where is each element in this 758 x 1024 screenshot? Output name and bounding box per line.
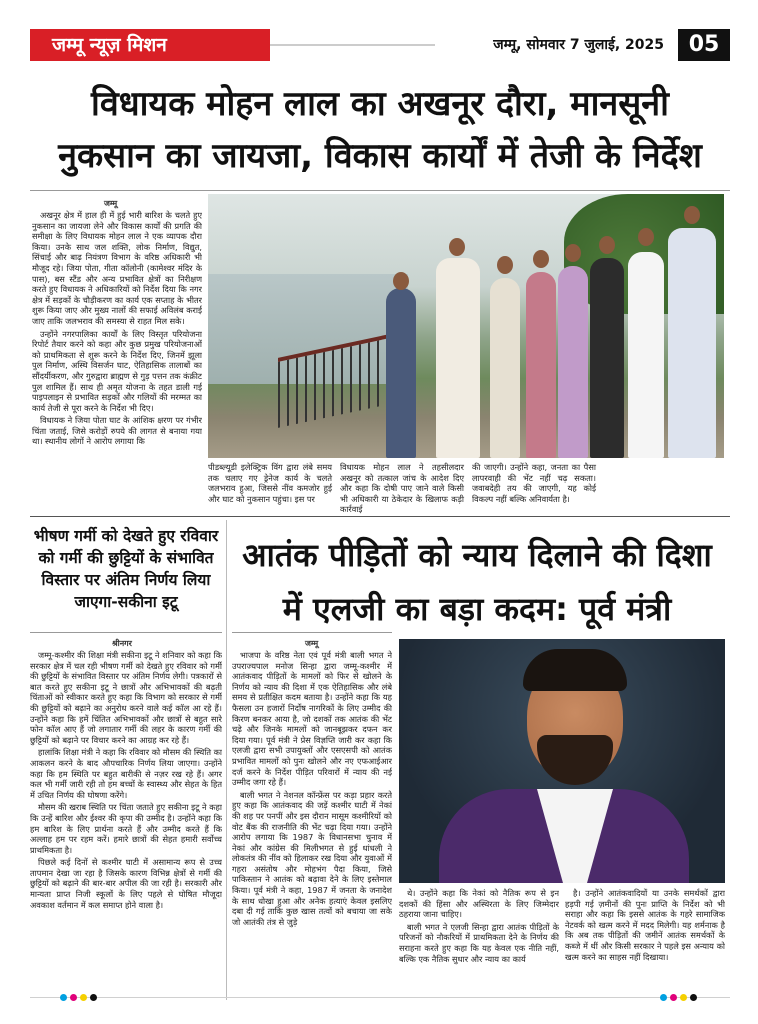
dot [60,994,67,1001]
person [668,228,716,458]
story2-column [30,650,222,985]
person-head [599,236,615,254]
registration-marks [0,990,758,1004]
story2-rule [30,632,222,633]
story1-caption-col2: पीडब्ल्यूडी इलेक्ट्रिक विंग द्वारा लंबे समय तक चलाए गए ड्रेनेज कार्य के चलते जलभराव हुआ, जिससे नींव कमजोर हुई और घाट को नुकसान पहुंचा। इस पर [208,462,332,504]
photo-beard [537,735,613,785]
story3-headline [232,528,722,636]
section-divider [30,516,730,517]
date-line: जम्मू, सोमवार 7 जुलाई, 2025 [493,37,664,53]
story3-paragraph-2: बाली भगत ने नेशनल कॉन्फ्रेंस पर कड़ा प्रहार करते हुए कहा कि आतंकवाद की जड़ें कश्मीर घाटी में नेकां की शह पर पनपीं और इस दौरान मासूम कश्मीरियों को वोट बैंक की राजनीति की भेंट चढ़ा दिया गया। उन्होंने आरोप लगाया कि 1987 के विधानसभा चुनाव में नेकां और कांग्रेस की मिलीभगत से हुई धांधली ने लोकतंत्र की नींव को हिलाकर रख दिया और युवाओं में गहरा असंतोष और मोहभंग पैदा किया, जिसे पाकिस्तान ने आतंक को बढ़ावा देने के लिए इस्तेमाल किया। पूर्व मंत्री ने कहा, 1987 में जनता के जनादेश के साथ धोखा हुआ और अनेक हत्याएं केवल इसलिए दबा दी गई ताकि कुछ खास तत्वों को बचाया जा सके जो आतंकी तंत्र से जुड़े [232,789,392,927]
person [628,252,664,458]
person-head [684,206,700,224]
story3-headline-line1: आतंक पीड़ितों को न्याय दिलाने की दिशा [242,536,712,574]
person-head [533,250,549,268]
person [558,266,588,458]
story3-column-3 [565,888,725,988]
person-head [449,238,465,256]
story3-paragraph-5: है। उन्होंने आतंकवादियों या उनके समर्थकों द्वारा हड़पी गई ज़मीनों की पुनः प्राप्ति के निर्देश को भी सराहा और कहा कि इससे आतंक के गहरे सामाजिक नेटवर्क को खत्म करने में मदद मिलेगी। यह शर्मनाक है कि अब तक पीड़ितों की जमीनें आतंक समर्थकों के कब्जे में थीं और किसी सरकार ने पहले इस अन्याय को खत्म करने का साहस नहीं दिखाया। [565,888,725,962]
story1-paragraph-1: अखनूर क्षेत्र में हाल ही में हुई भारी बारिश के चलते हुए नुकसान का जायजा लेने और विकास कार्यों की प्रगति की समीक्षा के लिए विधायक मोहन लाल ने एक व्यापक दौरा किया। उनके साथ जल शक्ति, लोक निर्माण, विद्युत, सिंचाई और बाढ़ नियंत्रण विभाग के वरिष्ठ अधिकारी भी मौजूद रहे। जिया पोता, गीता कॉलोनी (कामेश्वर मंदिर के पास), बस स्टैंड और अन्य प्रभावित क्षेत्रों का निरीक्षण करते हुए विधायक ने अधिकारियों को निर्देश दिया कि नगर क्षेत्र में सड़कों के चौड़ीकरण का कार्य एक सप्ताह के भीतर शुरू किया जाए और मुख्य नालों की सफाई अविलंब कराई जाए ताकि जलभराव की समस्या से राहत मिल सके। [32,210,202,326]
dot [670,994,677,1001]
story2-paragraph-1: जम्मू-कश्मीर की शिक्षा मंत्री सकीना इटू ने शनिवार को कहा कि सरकार क्षेत्र में चल रही भीषण गर्मी को देखते हुए रविवार को गर्मी की छुट्टियों के संभावित विस्तार पर अंतिम निर्णय लेगी। पत्रकारों से बात करते हुए सकीना इटू ने छात्रों और अभिभावकों की बढ़ती चिंताओं को स्वीकार करते हुए कहा कि विभाग को सरकार से गर्मी की छुट्टियों को बढ़ाने का अनुरोध करने वाले कई कॉल आ रहे हैं। उन्होंने कहा कि हमें चिंतित अभिभावकों और छात्रों से बहुत सारे फोन कॉल आए हैं जो लगातार गर्मी की लहर के कारण गर्मी की छुट्टियों को बढ़ाने पर विचार करने का आग्रह कर रहे हैं। [30,650,222,745]
story2-paragraph-3: मौसम की खराब स्थिति पर चिंता जताते हुए सकीना इटू ने कहा कि उन्हें बारिश और ईश्वर की कृपा की उम्मीद है। उन्होंने कहा कि हम बारिश के लिए प्रार्थना करते हैं और उम्मीद करते हैं कि अल्लाह हम पर रहम करें। हमारे छात्रों की सेहत हमारी सर्वोच्च प्राथमिकता है। [30,802,222,855]
person-mla [436,258,480,458]
story1-caption-col4: की जाएगी। उन्होंने कहा, जनता का पैसा लापरवाही की भेंट नहीं चढ़ सकता। जवाबदेही तय की जाएगी, यह कोई विकल्प नहीं बल्कि अनिवार्यता है। [472,462,596,504]
dot [690,994,697,1001]
story3-column-1 [232,650,392,985]
story1-caption-col3: विधायक मोहन लाल ने तहसीलदार अखनूर को तत्काल जांच के आदेश दिए और कहा कि दोषी पाए जाने वाले किसी भी अधिकारी या ठेकेदार के खिलाफ कड़ी कार्रवाई [340,462,464,515]
person [590,258,624,458]
story1-paragraph-3: विधायक ने जिया पोता घाट के आंशिक क्षरण पर गंभीर चिंता जताई, जिसे करोड़ों रुपये की लागत से बनाया गया था। स्थानीय लोगों ने आरोप लगाया कि [32,415,202,447]
paper-name: जम्मू न्यूज़ मिशन [30,29,270,61]
story3-paragraph-4: बाली भगत ने एलजी सिन्हा द्वारा आतंक पीड़ितों के परिजनों को नौकरियों में प्राथमिकता देने के निर्णय की सराहना करते हुए कहा कि यह केवल एक नीति नहीं, बल्कि एक नैतिक सुधार और न्याय का कार्य [399,921,559,964]
masthead-rule [270,44,435,46]
person [526,272,556,458]
story3-paragraph-1: भाजपा के वरिष्ठ नेता एवं पूर्व मंत्री बाली भगत ने उपराज्यपाल मनोज सिन्हा द्वारा जम्मू-कश्मीर में आतंकवाद पीड़ितों के मामलों को फिर से खोलने के निर्णय को न्याय की दिशा में एक ऐतिहासिक और लंबे समय से प्रतीक्षित कदम बताया है। उन्होंने कहा कि यह फैसला उन हजारों निर्दोष नागरिकों के लिए उम्मीद की किरण बनकर आया है, जो दशकों तक आतंक की भेंट चढ़े और जिनके मामलों को जानबूझकर दफन कर दिया गया। पूर्व मंत्री ने प्रेस विज्ञप्ति जारी कर कहा कि एलजी द्वारा सभी उपायुक्तों और एसएसपी को आतंक प्रभावित मामलों को पुनः खोलने और नए एफआईआर दर्ज करने के निर्देश पीड़ित परिवारों में न्याय की नई उम्मीद जगा रहे हैं। [232,650,392,788]
person-head [393,272,409,290]
story1-photo [208,194,724,458]
story3-paragraph-3: थे। उन्होंने कहा कि नेकां को नैतिक रूप से इन दशकों की हिंसा और अस्थिरता के लिए जिम्मेदार ठहराया जाना चाहिए। [399,888,559,920]
page-number: 05 [678,29,730,61]
photo-hair [523,649,627,691]
story3-dateline: जम्मू [305,639,319,648]
story1-headline [30,78,730,182]
story2-paragraph-4: पिछले कई दिनों से कश्मीर घाटी में असामान्य रूप से उच्च तापमान देखा जा रहा है जिसके कारण विभिन्न क्षेत्रों से गर्मी की छुट्टियों को बढ़ाने की बार-बार अपील की जा रही है। सरकारी और मान्यता प्राप्त निजी स्कूलों के लिए पहले से घोषित मौजूदा अवकाश वर्तमान में कल समाप्त होने वाला है। [30,857,222,910]
dot [70,994,77,1001]
story3-photo [399,639,725,883]
person [386,288,416,458]
story3-column-2 [399,888,559,988]
story3-rule [232,632,392,633]
story1-paragraph-2: उन्होंने नगरपालिका कार्यों के लिए विस्तृत परियोजना रिपोर्ट तैयार करने को कहा और कुछ प्रमुख परियोजनाओं को प्राथमिकता से शुरू करने के निर्देश दिए, जिनमें झूला पुल निर्माण, अस्थि विसर्जन घाट, ऐतिहासिक तालाबों का सौंदर्यीकरण, और गुरुद्वारा ब्राह्मण से गुड़ पत्तन तक कंक्रीट पुल शामिल हैं। साथ ही अमृत योजना के तहत डाली गई पाइपलाइन से प्रभावित सड़कों और गलियों की मरम्मत का कार्य तेजी से पूरा करने के निर्देश भी दिए। [32,328,202,413]
dot [90,994,97,1001]
story1-top-rule [30,190,730,191]
story1-dateline: जम्मू [104,199,118,208]
person-head [497,256,513,274]
story2-dateline: श्रीनगर [112,639,132,648]
column-rule [226,520,227,1000]
story2-headline: भीषण गर्मी को देखते हुए रविवार को गर्मी की छुट्टियों के संभावित विस्तार पर अंतिम निर्णय लिया जाएगा-सकीना इटू [33,527,219,611]
person-head [565,244,581,262]
dot [680,994,687,1001]
story3-headline-line2: में एलजी का बड़ा कदम: पूर्व मंत्री [282,590,672,628]
person [490,278,520,458]
masthead [30,29,730,61]
dot [660,994,667,1001]
story1-headline-line2: नुकसान का जायजा, विकास कार्यों में तेजी के निर्देश [58,136,702,176]
dot [80,994,87,1001]
story2-paragraph-2: हालांकि शिक्षा मंत्री ने कहा कि रविवार को मौसम की स्थिति का आकलन करने के बाद औपचारिक निर्णय लिया जाएगा। उन्होंने कहा कि हम स्थिति पर बहुत बारीकी से नज़र रख रहे हैं। अगर कल भी गर्मी जारी रही तो हम बच्चों के स्वास्थ्य और सेहत के हित में उचित निर्णय की घोषणा करेंगे। [30,747,222,800]
story1-headline-line1: विधायक मोहन लाल का अखनूर दौरा, मानसूनी [91,84,669,124]
story1-column [32,210,202,502]
person-head [638,228,654,246]
